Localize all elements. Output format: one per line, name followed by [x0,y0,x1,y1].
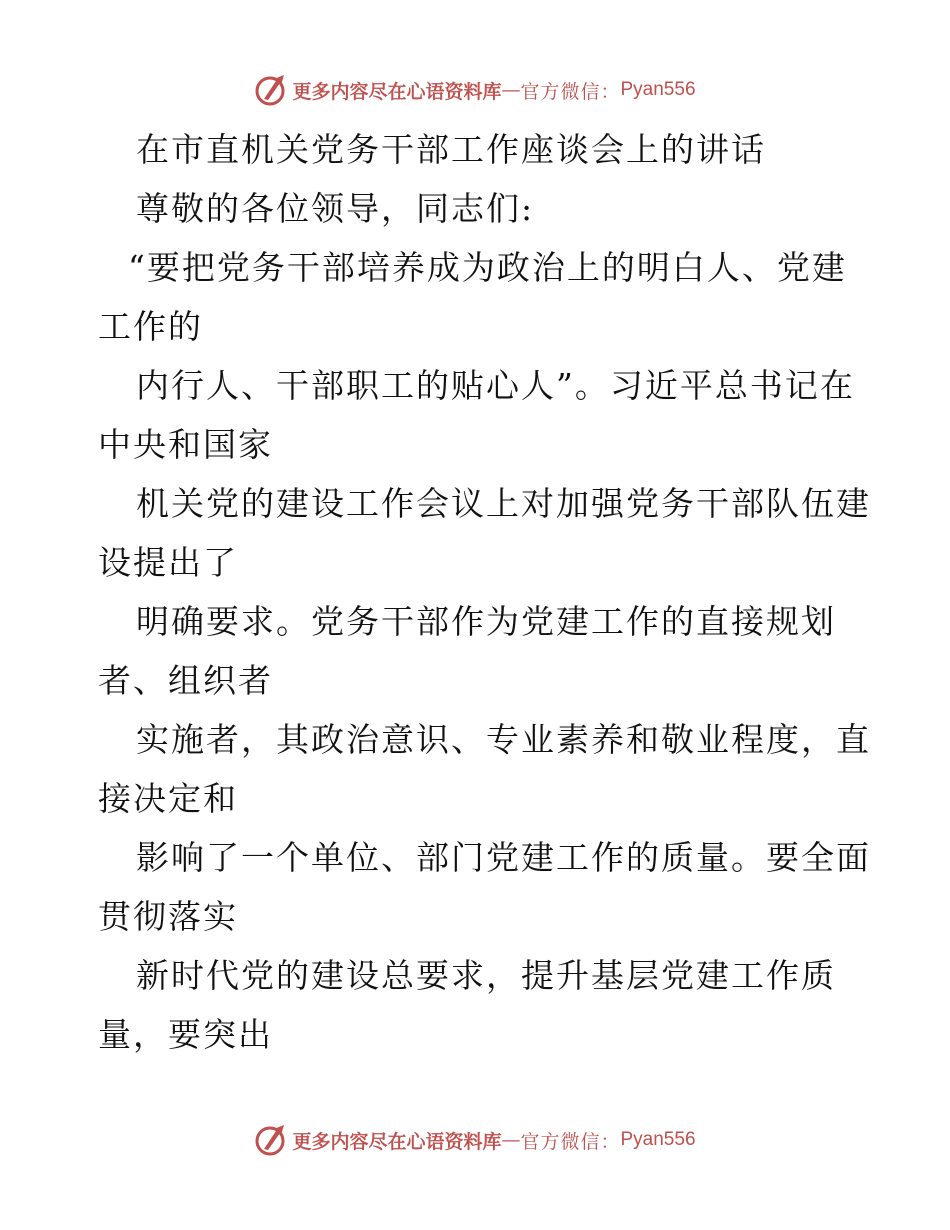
watermark-brand: 更多内容尽在心语资料库 [292,1130,502,1153]
salutation: 尊敬的各位领导，同志们: [136,189,535,228]
watermark-separator: — [501,1129,521,1151]
document-body [98,120,871,1064]
footer-watermark [0,1120,950,1160]
paragraph-line: 贯彻落实 [98,897,238,936]
watermark-official-label: 官方微信： [520,1130,621,1153]
paragraph-line: 实施者，其政治意识、专业素养和敬业程度，直 [136,720,871,759]
header-watermark [0,70,950,110]
watermark-official-label: 官方微信： [520,80,621,103]
paragraph-line: 工作的 [98,307,203,346]
paragraph-line: 机关党的建设工作会议上对加强党务干部队伍建 [136,484,871,523]
paragraph-line: 影响了一个单位、部门党建工作的质量。要全面 [136,838,871,877]
quill-pen-icon [254,1123,288,1157]
document-title: 在市直机关党务干部工作座谈会上的讲话 [136,130,766,169]
watermark-wechat-id: Pyan556 [620,1129,696,1150]
quill-pen-icon [254,73,288,107]
paragraph-line: 设提出了 [98,543,238,582]
paragraph-line: 者、组织者 [98,661,273,700]
watermark-brand: 更多内容尽在心语资料库 [292,80,502,103]
paragraph-line: 接决定和 [98,779,238,818]
watermark-separator: — [501,79,521,101]
paragraph-line: 内行人、干部职工的贴心人”。习近平总书记在 [136,366,855,405]
paragraph-line: 新时代党的建设总要求，提升基层党建工作质 [136,956,836,995]
paragraph-line: 量，要突出 [98,1015,273,1054]
paragraph-line: 中央和国家 [98,425,273,464]
watermark-wechat-id: Pyan556 [620,79,696,100]
paragraph-line: 明确要求。党务干部作为党建工作的直接规划 [136,602,836,641]
paragraph-line: “要把党务干部培养成为政治上的明白人、党建 [128,248,847,287]
